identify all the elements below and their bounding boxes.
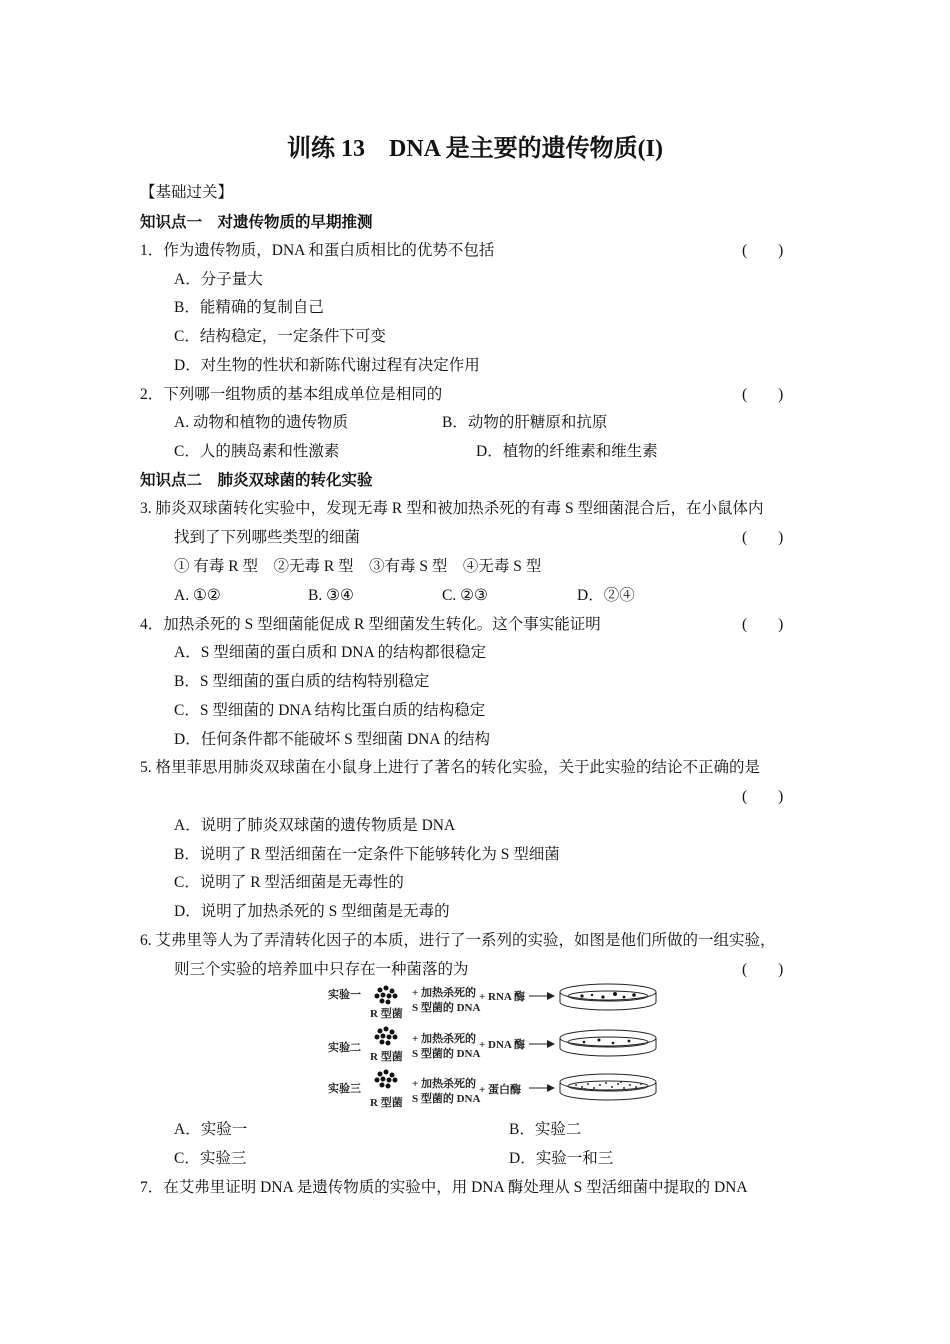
q4-option-d: D．任何条件都不能破坏 S 型细菌 DNA 的结构 xyxy=(174,731,491,748)
experiment-figure xyxy=(322,980,702,1115)
q6-option-b: B．实验二 xyxy=(509,1121,582,1138)
q3-option-b: B. ③④ xyxy=(308,587,354,604)
q5-option-a: A．说明了肺炎双球菌的遗传物质是 DNA xyxy=(174,817,456,834)
exp2-s-dna: S 型菌的 DNA xyxy=(412,1048,481,1060)
q2-option-d: D．植物的纤维素和维生素 xyxy=(476,443,658,460)
q5-option-d: D．说明了加热杀死的 S 型细菌是无毒的 xyxy=(174,903,450,920)
q3-stem-line1: 3. 肺炎双球菌转化实验中，发现无毒 R 型和被加热杀死的有毒 S 型细菌混合后，在小鼠体内 xyxy=(140,500,764,517)
page-title: 训练 13 DNA 是主要的遗传物质(I) xyxy=(287,136,663,162)
q1-option-a: A．分子量大 xyxy=(174,271,263,288)
exp3-label: 实验三 xyxy=(328,1083,361,1095)
exp2-r-label: R 型菌 xyxy=(370,1051,403,1063)
exp3-enzyme: + 蛋白酶 xyxy=(479,1084,522,1096)
q3-answer-paren: ( ) xyxy=(742,529,784,546)
q4-stem: 4．加热杀死的 S 型细菌能促成 R 型细菌发生转化。这个事实能证明 xyxy=(140,616,601,633)
exp3-r-label: R 型菌 xyxy=(370,1097,403,1109)
q3-option-a: A. ①② xyxy=(174,587,221,604)
q6-option-c: C．实验三 xyxy=(174,1150,247,1167)
q5-stem: 5. 格里菲思用肺炎双球菌在小鼠身上进行了著名的转化实验，关于此实验的结论不正确的是 xyxy=(140,759,761,776)
q4-option-a: A．S 型细菌的蛋白质和 DNA 的结构都很稳定 xyxy=(174,644,487,661)
q1-option-d: D．对生物的性状和新陈代谢过程有决定作用 xyxy=(174,357,480,374)
q7-stem: 7．在艾弗里证明 DNA 是遗传物质的实验中，用 DNA 酶处理从 S 型活细菌中提取的 DNA xyxy=(140,1179,748,1196)
r-bacteria-cluster-icon xyxy=(375,1070,398,1089)
q1-option-b: B．能精确的复制自己 xyxy=(174,299,324,316)
exp1-s-dna: S 型菌的 DNA xyxy=(412,1002,481,1014)
q1-answer-paren: ( ) xyxy=(742,242,784,259)
q5-option-b: B．说明了 R 型活细菌在一定条件下能够转化为 S 型细菌 xyxy=(174,846,560,863)
exp1-plus-killed: + 加热杀死的 xyxy=(412,987,477,999)
q6-answer-paren: ( ) xyxy=(742,961,784,978)
q2-option-c: C．人的胰岛素和性激素 xyxy=(174,443,340,460)
r-bacteria-cluster-icon xyxy=(375,1027,398,1046)
q2-stem: 2．下列哪一组物质的基本组成单位是相同的 xyxy=(140,386,443,403)
section-heading: 【基础过关】 xyxy=(140,184,234,201)
q3-items: ① 有毒 R 型 ②无毒 R 型 ③有毒 S 型 ④无毒 S 型 xyxy=(174,558,542,575)
q3-option-d: D．②④ xyxy=(577,587,635,604)
petri-dish-3 xyxy=(560,1074,656,1100)
exp2-plus-killed: + 加热杀死的 xyxy=(412,1033,477,1045)
q1-stem: 1．作为遗传物质，DNA 和蛋白质相比的优势不包括 xyxy=(140,242,495,259)
q4-option-c: C．S 型细菌的 DNA 结构比蛋白质的结构稳定 xyxy=(174,702,486,719)
q2-answer-paren: ( ) xyxy=(742,386,784,403)
q6-option-d: D．实验一和三 xyxy=(509,1150,614,1167)
petri-dish-1 xyxy=(560,984,656,1010)
knowledge-point-2: 知识点二 肺炎双球菌的转化实验 xyxy=(140,472,373,489)
knowledge-point-1: 知识点一 对遗传物质的早期推测 xyxy=(140,214,373,231)
exp3-s-dna: S 型菌的 DNA xyxy=(412,1093,481,1105)
q3-option-c: C. ②③ xyxy=(442,587,488,604)
petri-dish-2 xyxy=(560,1030,656,1056)
q3-stem-line2: 找到了下列哪些类型的细菌 xyxy=(174,529,361,546)
r-bacteria-cluster-icon xyxy=(375,986,398,1005)
exp1-r-label: R 型菌 xyxy=(370,1008,403,1020)
exp3-plus-killed: + 加热杀死的 xyxy=(412,1078,477,1090)
exp2-label: 实验二 xyxy=(328,1042,361,1054)
exp1-label: 实验一 xyxy=(328,989,361,1001)
q5-answer-paren: ( ) xyxy=(742,788,784,805)
q6-stem-line1: 6. 艾弗里等人为了弄清转化因子的本质，进行了一系列的实验，如图是他们所做的一组实验， xyxy=(140,932,776,949)
q6-option-a: A．实验一 xyxy=(174,1121,248,1138)
exp2-enzyme: + DNA 酶 xyxy=(479,1039,525,1051)
q6-stem-line2: 则三个实验的培养皿中只存在一种菌落的为 xyxy=(174,961,469,978)
exp1-enzyme: + RNA 酶 xyxy=(479,991,525,1003)
q2-option-b: B．动物的肝糖原和抗原 xyxy=(442,414,608,431)
q4-option-b: B．S 型细菌的蛋白质的结构特别稳定 xyxy=(174,673,430,690)
q2-option-a: A. 动物和植物的遗传物质 xyxy=(174,414,348,431)
q5-option-c: C．说明了 R 型活细菌是无毒性的 xyxy=(174,874,404,891)
q1-option-c: C．结构稳定，一定条件下可变 xyxy=(174,328,386,345)
q4-answer-paren: ( ) xyxy=(742,616,784,633)
